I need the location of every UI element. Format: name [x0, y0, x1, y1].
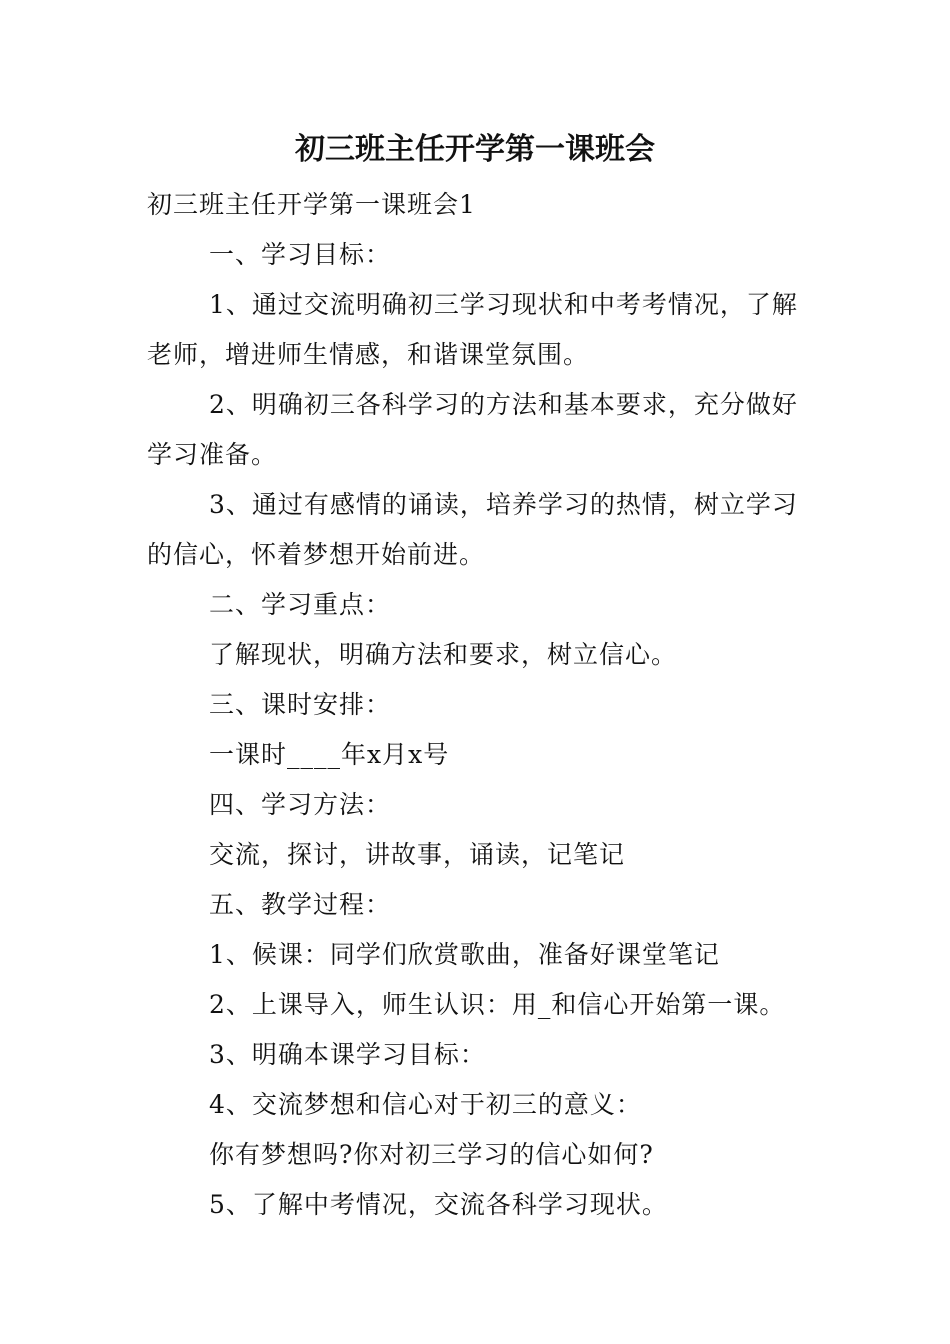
- objective-item-2: 2、明确初三各科学习的方法和基本要求，充分做好学习准备。: [147, 390, 798, 469]
- methods-text: 交流，探讨，讲故事，诵读，记笔记: [209, 840, 626, 869]
- objective-item-3: 3、通过有感情的诵读，培养学习的热情，树立学习的信心，怀着梦想开始前进。: [147, 490, 798, 569]
- subtitle-paragraph: 初三班主任开学第一课班会1: [147, 190, 476, 219]
- document-body: [147, 180, 807, 1230]
- section-heading-methods: 四、学习方法：: [209, 790, 392, 819]
- process-step-3: 3、明确本课学习目标：: [209, 1040, 486, 1069]
- section-heading-focus: 二、学习重点：: [209, 590, 392, 619]
- schedule-text: 一课时____年x月x号: [209, 740, 450, 769]
- objective-item-1: 1、通过交流明确初三学习现状和中考考情况，了解老师，增进师生情感，和谐课堂氛围。: [147, 290, 798, 369]
- focus-text: 了解现状，明确方法和要求，树立信心。: [209, 640, 678, 669]
- process-question: 你有梦想吗?你对初三学习的信心如何?: [209, 1140, 654, 1169]
- process-step-1: 1、候课：同学们欣赏歌曲，准备好课堂笔记: [209, 940, 720, 969]
- process-step-2: 2、上课导入，师生认识：用_和信心开始第一课。: [209, 990, 786, 1019]
- section-heading-objectives: 一、学习目标：: [209, 240, 392, 269]
- section-heading-process: 五、教学过程：: [209, 890, 392, 919]
- section-heading-schedule: 三、课时安排：: [209, 690, 392, 719]
- process-step-5: 5、了解中考情况，交流各科学习现状。: [209, 1190, 668, 1219]
- document-title: 初三班主任开学第一课班会: [295, 132, 655, 167]
- process-step-4: 4、交流梦想和信心对于初三的意义：: [209, 1090, 642, 1119]
